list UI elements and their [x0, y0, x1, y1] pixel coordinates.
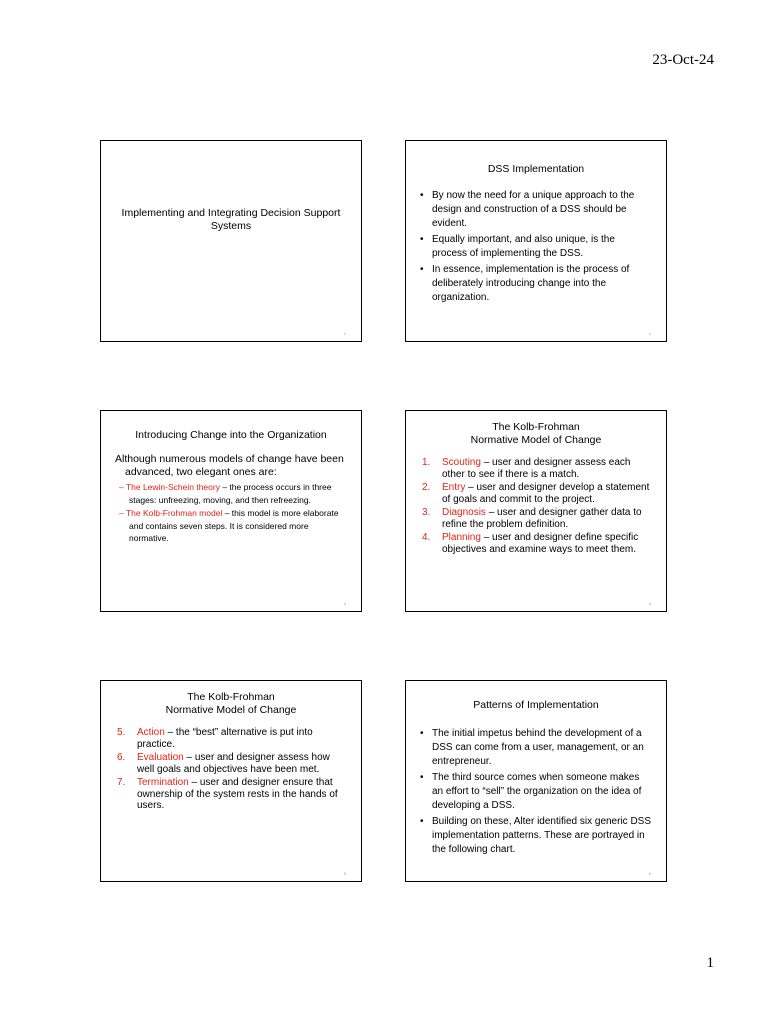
slide-title — [101, 691, 361, 717]
slide-title-line: The Kolb-Frohman — [492, 421, 580, 433]
sub-item-prefix: – — [119, 508, 126, 518]
sub-item-text: – the process occurs in three stages: unfreezing, moving, and then refreezing. — [129, 482, 332, 505]
slide-title-line: Normative Model of Change — [470, 434, 602, 446]
numbered-list — [422, 457, 652, 555]
page-date: 23-Oct-24 — [652, 52, 714, 68]
slide-3 — [100, 410, 362, 612]
item-term: Scouting — [442, 457, 481, 468]
item-term: Termination — [137, 777, 189, 788]
item-text: – the “best” alternative is put into practice. — [137, 727, 313, 750]
bullet-list — [420, 189, 652, 305]
numbered-item — [422, 507, 652, 530]
slide-number: 5 — [343, 871, 346, 876]
slide-title: Introducing Change into the Organization — [135, 429, 327, 441]
bullet-list — [420, 727, 652, 857]
slide-title: DSS Implementation — [487, 163, 585, 175]
slide-2 — [405, 140, 667, 342]
bullet-item: • The third source comes when someone makes an effort to “sell” the organization on the idea of developing a DSS. — [420, 771, 652, 813]
item-term: Evaluation — [137, 752, 184, 763]
item-text: – user and designer assess each other to see if there is a match. — [442, 457, 631, 480]
numbered-list — [117, 727, 347, 812]
item-term: Diagnosis — [442, 507, 486, 518]
slide-5 — [100, 680, 362, 882]
item-number: 2. — [422, 482, 431, 493]
bullet-item: • In essence, implementation is the process of deliberately introducing change into the organization. — [420, 263, 652, 305]
item-text: – user and designer gather data to refine the problem definition. — [442, 507, 642, 530]
slide-number: 3 — [343, 601, 346, 606]
item-number: 4. — [422, 532, 431, 543]
slide-title — [406, 421, 666, 447]
numbered-item — [422, 457, 652, 480]
item-number: 5. — [117, 727, 126, 738]
item-number: 6. — [117, 752, 126, 763]
numbered-item — [422, 532, 652, 555]
sub-list — [115, 481, 347, 545]
slide-title: Patterns of Implementation — [473, 699, 599, 711]
item-text: – user and designer define specific objectives and examine ways to meet them. — [442, 532, 639, 555]
item-number: 7. — [117, 777, 126, 788]
sub-item-text: – this model is more elaborate and contains seven steps. It is considered more normative. — [129, 508, 339, 543]
slide-title: Implementing and Integrating Decision Support Systems — [121, 207, 341, 232]
slide-title-line: The Kolb-Frohman — [187, 691, 275, 703]
bullet-item: • The initial impetus behind the development of a DSS can come from a user, management, or an entrepreneur. — [420, 727, 652, 769]
numbered-item — [117, 752, 347, 775]
page-number: 1 — [706, 955, 714, 971]
slide-title-line: Normative Model of Change — [165, 704, 297, 716]
item-text: – user and designer ensure that ownership of the system rests in the hands of users. — [137, 777, 338, 811]
item-text: – user and designer develop a statement of goals and commit to the project. — [442, 482, 650, 505]
slide-number: 6 — [648, 871, 651, 876]
sub-item — [115, 507, 347, 545]
sub-item-term: The Kolb-Frohman model — [125, 508, 223, 518]
slide-number: 2 — [648, 331, 651, 336]
slide-1 — [100, 140, 362, 342]
item-term: Entry — [442, 482, 466, 493]
slide-number: 1 — [343, 331, 346, 336]
item-text: – user and designer assess how well goals and objectives have been met. — [137, 752, 330, 775]
sub-item-prefix: – — [119, 482, 126, 492]
bullet-item: • Equally important, and also unique, is the process of implementing the DSS. — [420, 233, 652, 261]
slide-lead-text: Although numerous models of change have been advanced, two elegant ones are: — [115, 453, 344, 478]
numbered-item — [117, 727, 347, 750]
slide-6 — [405, 680, 667, 882]
slide-4 — [405, 410, 667, 612]
numbered-item — [422, 482, 652, 505]
item-number: 1. — [422, 457, 431, 468]
slide-number: 4 — [648, 601, 651, 606]
numbered-item — [117, 777, 347, 812]
bullet-item: • By now the need for a unique approach to the design and construction of a DSS should be evident. — [420, 189, 652, 231]
item-term: Planning — [442, 532, 481, 543]
bullet-item: • Building on these, Alter identified six generic DSS implementation patterns. These are portrayed in the following chart. — [420, 815, 652, 857]
item-number: 3. — [422, 507, 431, 518]
sub-item — [115, 481, 347, 506]
item-term: Action — [137, 727, 165, 738]
sub-item-term: The Lewin-Schein theory — [125, 482, 220, 492]
